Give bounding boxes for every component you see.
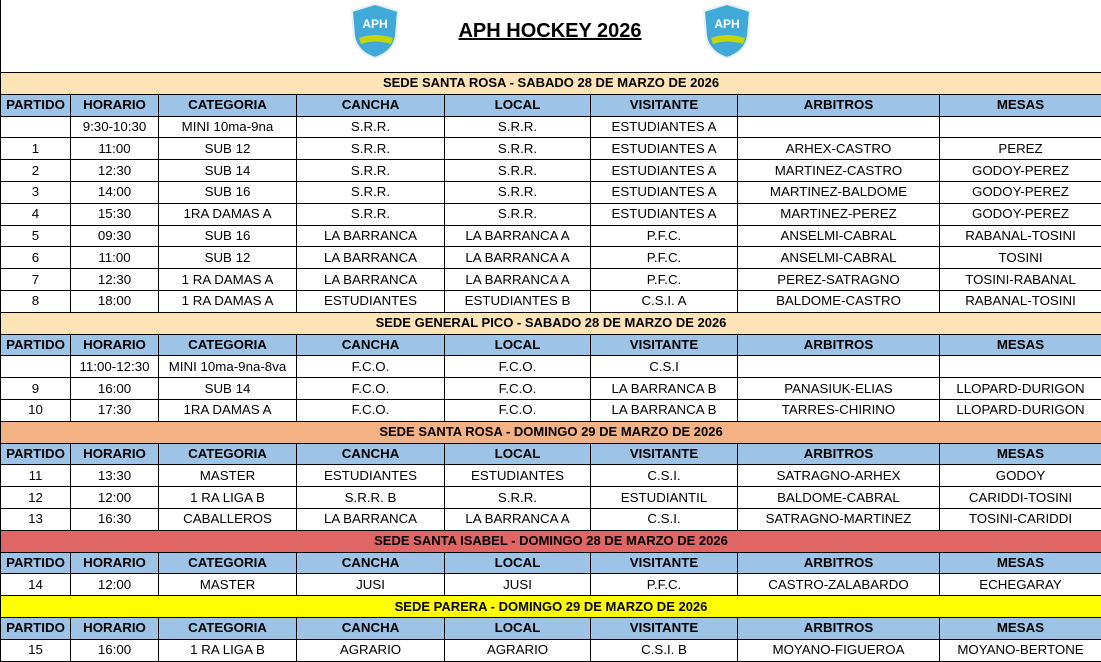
cell-horario: 12:30: [71, 269, 159, 291]
table-row: [1, 487, 1101, 509]
cell-categoria: SUB 14: [159, 160, 297, 182]
cell-partido: [1, 116, 71, 138]
table-row: [1, 160, 1101, 182]
cell-mesas: GODOY-PEREZ: [940, 203, 1101, 225]
cell-visitante: C.S.I.: [591, 465, 738, 487]
cell-categoria: 1 RA DAMAS A: [159, 269, 297, 291]
cell-horario: 16:30: [71, 508, 159, 530]
venue-title: SEDE GENERAL PICO - SABADO 28 DE MARZO DE 2026: [1, 312, 1101, 334]
cell-arbitros: MARTINEZ-BALDOME: [738, 181, 940, 203]
cell-arbitros: MOYANO-FIGUEROA: [738, 639, 940, 661]
cell-cancha: S.R.R. B: [297, 487, 445, 509]
cell-horario: 9:30-10:30: [71, 116, 159, 138]
cell-cancha: S.R.R.: [297, 203, 445, 225]
table-row: [1, 574, 1101, 596]
cell-cancha: S.R.R.: [297, 116, 445, 138]
table-row: [1, 378, 1101, 400]
cell-partido: 5: [1, 225, 71, 247]
cell-horario: 16:00: [71, 378, 159, 400]
column-header-row: [1, 617, 1101, 639]
cell-local: ESTUDIANTES B: [445, 290, 591, 312]
cell-partido: 8: [1, 290, 71, 312]
column-header-visitante: VISITANTE: [591, 334, 738, 356]
column-header-mesas: MESAS: [940, 552, 1101, 574]
cell-arbitros: TARRES-CHIRINO: [738, 399, 940, 421]
column-header-mesas: MESAS: [940, 617, 1101, 639]
cell-local: ESTUDIANTES: [445, 465, 591, 487]
cell-arbitros: BALDOME-CASTRO: [738, 290, 940, 312]
table-row: [1, 181, 1101, 203]
table-row: [1, 399, 1101, 421]
cell-mesas: LLOPARD-DURIGON: [940, 378, 1101, 400]
cell-partido: [1, 356, 71, 378]
aph-shield-logo: [349, 2, 401, 60]
cell-cancha: LA BARRANCA: [297, 247, 445, 269]
cell-mesas: TOSINI-CARIDDI: [940, 508, 1101, 530]
cell-cancha: F.C.O.: [297, 399, 445, 421]
cell-visitante: ESTUDIANTES A: [591, 181, 738, 203]
cell-local: JUSI: [445, 574, 591, 596]
column-header-visitante: VISITANTE: [591, 94, 738, 116]
cell-partido: 13: [1, 508, 71, 530]
cell-cancha: LA BARRANCA: [297, 225, 445, 247]
cell-horario: 16:00: [71, 639, 159, 661]
cell-cancha: AGRARIO: [297, 639, 445, 661]
venue-row: [1, 312, 1101, 334]
cell-horario: 14:00: [71, 181, 159, 203]
cell-arbitros: PEREZ-SATRAGNO: [738, 269, 940, 291]
column-header-mesas: MESAS: [940, 94, 1101, 116]
table-row: [1, 356, 1101, 378]
cell-horario: 12:00: [71, 487, 159, 509]
cell-categoria: SUB 16: [159, 181, 297, 203]
column-header-categoria: CATEGORIA: [159, 334, 297, 356]
cell-categoria: 1 RA DAMAS A: [159, 290, 297, 312]
column-header-cancha: CANCHA: [297, 617, 445, 639]
cell-cancha: S.R.R.: [297, 138, 445, 160]
cell-categoria: 1 RA LIGA B: [159, 639, 297, 661]
column-header-cancha: CANCHA: [297, 334, 445, 356]
column-header-partido: PARTIDO: [1, 552, 71, 574]
cell-categoria: SUB 12: [159, 247, 297, 269]
cell-categoria: MASTER: [159, 465, 297, 487]
column-header-categoria: CATEGORIA: [159, 552, 297, 574]
cell-visitante: ESTUDIANTES A: [591, 116, 738, 138]
column-header-cancha: CANCHA: [297, 552, 445, 574]
cell-horario: 12:30: [71, 160, 159, 182]
venue-title: SEDE SANTA ROSA - SABADO 28 DE MARZO DE 2026: [1, 73, 1101, 95]
column-header-row: [1, 334, 1101, 356]
cell-horario: 11:00-12:30: [71, 356, 159, 378]
cell-visitante: C.S.I. A: [591, 290, 738, 312]
cell-visitante: C.S.I: [591, 356, 738, 378]
cell-categoria: MINI 10ma-9na-8va: [159, 356, 297, 378]
cell-local: F.C.O.: [445, 399, 591, 421]
table-row: [1, 465, 1101, 487]
cell-visitante: C.S.I.: [591, 508, 738, 530]
table-row: [1, 269, 1101, 291]
column-header-local: LOCAL: [445, 443, 591, 465]
cell-cancha: S.R.R.: [297, 160, 445, 182]
cell-categoria: 1RA DAMAS A: [159, 203, 297, 225]
page-title: APH HOCKEY 2026: [458, 20, 642, 42]
cell-visitante: C.S.I. B: [591, 639, 738, 661]
cell-horario: 18:00: [71, 290, 159, 312]
cell-partido: 12: [1, 487, 71, 509]
cell-partido: 14: [1, 574, 71, 596]
column-header-cancha: CANCHA: [297, 443, 445, 465]
table-row: [1, 116, 1101, 138]
column-header-partido: PARTIDO: [1, 617, 71, 639]
column-header-arbitros: ARBITROS: [738, 552, 940, 574]
cell-partido: 15: [1, 639, 71, 661]
cell-cancha: F.C.O.: [297, 378, 445, 400]
column-header-arbitros: ARBITROS: [738, 334, 940, 356]
cell-mesas: GODOY-PEREZ: [940, 160, 1101, 182]
cell-mesas: PEREZ: [940, 138, 1101, 160]
cell-cancha: ESTUDIANTES: [297, 465, 445, 487]
cell-horario: 09:30: [71, 225, 159, 247]
cell-arbitros: PANASIUK-ELIAS: [738, 378, 940, 400]
svg-text:APH: APH: [714, 17, 740, 31]
cell-local: S.R.R.: [445, 181, 591, 203]
cell-visitante: P.F.C.: [591, 269, 738, 291]
cell-visitante: P.F.C.: [591, 247, 738, 269]
cell-visitante: ESTUDIANTIL: [591, 487, 738, 509]
cell-cancha: F.C.O.: [297, 356, 445, 378]
table-row: [1, 508, 1101, 530]
cell-categoria: 1 RA LIGA B: [159, 487, 297, 509]
cell-arbitros: [738, 356, 940, 378]
cell-arbitros: [738, 116, 940, 138]
column-header-partido: PARTIDO: [1, 94, 71, 116]
cell-arbitros: SATRAGNO-ARHEX: [738, 465, 940, 487]
column-header-mesas: MESAS: [940, 334, 1101, 356]
column-header-partido: PARTIDO: [1, 443, 71, 465]
cell-local: LA BARRANCA A: [445, 269, 591, 291]
column-header-row: [1, 443, 1101, 465]
cell-local: S.R.R.: [445, 116, 591, 138]
column-header-row: [1, 94, 1101, 116]
cell-local: S.R.R.: [445, 203, 591, 225]
cell-partido: 6: [1, 247, 71, 269]
cell-visitante: P.F.C.: [591, 574, 738, 596]
cell-mesas: ECHEGARAY: [940, 574, 1101, 596]
cell-arbitros: CASTRO-ZALABARDO: [738, 574, 940, 596]
cell-categoria: CABALLEROS: [159, 508, 297, 530]
venue-row: [1, 73, 1101, 95]
cell-mesas: GODOY: [940, 465, 1101, 487]
cell-horario: 17:30: [71, 399, 159, 421]
cell-partido: 7: [1, 269, 71, 291]
table-row: [1, 225, 1101, 247]
schedule-body: [1, 73, 1101, 662]
venue-row: [1, 530, 1101, 552]
cell-local: F.C.O.: [445, 378, 591, 400]
cell-partido: 1: [1, 138, 71, 160]
cell-arbitros: ANSELMI-CABRAL: [738, 225, 940, 247]
venue-title: SEDE SANTA ISABEL - DOMINGO 28 DE MARZO DE 2026: [1, 530, 1101, 552]
column-header-row: [1, 552, 1101, 574]
cell-mesas: RABANAL-TOSINI: [940, 290, 1101, 312]
cell-arbitros: MARTINEZ-PEREZ: [738, 203, 940, 225]
column-header-horario: HORARIO: [71, 443, 159, 465]
cell-categoria: MASTER: [159, 574, 297, 596]
column-header-arbitros: ARBITROS: [738, 617, 940, 639]
cell-visitante: LA BARRANCA B: [591, 378, 738, 400]
column-header-arbitros: ARBITROS: [738, 94, 940, 116]
column-header-partido: PARTIDO: [1, 334, 71, 356]
table-row: [1, 247, 1101, 269]
column-header-visitante: VISITANTE: [591, 617, 738, 639]
cell-horario: 12:00: [71, 574, 159, 596]
cell-categoria: 1RA DAMAS A: [159, 399, 297, 421]
page-header: [0, 0, 1101, 72]
cell-local: LA BARRANCA A: [445, 247, 591, 269]
cell-cancha: S.R.R.: [297, 181, 445, 203]
cell-local: LA BARRANCA A: [445, 508, 591, 530]
cell-visitante: ESTUDIANTES A: [591, 160, 738, 182]
cell-local: F.C.O.: [445, 356, 591, 378]
venue-title: SEDE PARERA - DOMINGO 29 DE MARZO DE 2026: [1, 596, 1101, 618]
column-header-arbitros: ARBITROS: [738, 443, 940, 465]
cell-local: S.R.R.: [445, 138, 591, 160]
venue-row: [1, 421, 1101, 443]
column-header-categoria: CATEGORIA: [159, 617, 297, 639]
cell-local: S.R.R.: [445, 160, 591, 182]
table-row: [1, 203, 1101, 225]
cell-local: S.R.R.: [445, 487, 591, 509]
cell-horario: 13:30: [71, 465, 159, 487]
column-header-categoria: CATEGORIA: [159, 443, 297, 465]
cell-arbitros: ANSELMI-CABRAL: [738, 247, 940, 269]
table-row: [1, 290, 1101, 312]
cell-local: AGRARIO: [445, 639, 591, 661]
cell-visitante: P.F.C.: [591, 225, 738, 247]
cell-mesas: [940, 356, 1101, 378]
column-header-local: LOCAL: [445, 552, 591, 574]
table-row: [1, 639, 1101, 661]
cell-categoria: SUB 14: [159, 378, 297, 400]
cell-mesas: MOYANO-BERTONE: [940, 639, 1101, 661]
column-header-horario: HORARIO: [71, 94, 159, 116]
schedule-table: [0, 72, 1101, 662]
cell-visitante: LA BARRANCA B: [591, 399, 738, 421]
cell-arbitros: SATRAGNO-MARTINEZ: [738, 508, 940, 530]
cell-arbitros: BALDOME-CABRAL: [738, 487, 940, 509]
cell-categoria: MINI 10ma-9na: [159, 116, 297, 138]
cell-cancha: ESTUDIANTES: [297, 290, 445, 312]
cell-arbitros: ARHEX-CASTRO: [738, 138, 940, 160]
cell-visitante: ESTUDIANTES A: [591, 203, 738, 225]
column-header-mesas: MESAS: [940, 443, 1101, 465]
column-header-horario: HORARIO: [71, 617, 159, 639]
cell-local: LA BARRANCA A: [445, 225, 591, 247]
column-header-local: LOCAL: [445, 617, 591, 639]
cell-cancha: JUSI: [297, 574, 445, 596]
column-header-local: LOCAL: [445, 334, 591, 356]
column-header-horario: HORARIO: [71, 334, 159, 356]
cell-categoria: SUB 12: [159, 138, 297, 160]
venue-row: [1, 596, 1101, 618]
cell-horario: 11:00: [71, 138, 159, 160]
column-header-categoria: CATEGORIA: [159, 94, 297, 116]
cell-mesas: LLOPARD-DURIGON: [940, 399, 1101, 421]
cell-horario: 11:00: [71, 247, 159, 269]
cell-mesas: TOSINI-RABANAL: [940, 269, 1101, 291]
venue-title: SEDE SANTA ROSA - DOMINGO 29 DE MARZO DE 2026: [1, 421, 1101, 443]
cell-arbitros: MARTINEZ-CASTRO: [738, 160, 940, 182]
column-header-horario: HORARIO: [71, 552, 159, 574]
aph-shield-logo: [701, 2, 753, 60]
cell-partido: 11: [1, 465, 71, 487]
cell-cancha: LA BARRANCA: [297, 269, 445, 291]
cell-horario: 15:30: [71, 203, 159, 225]
cell-partido: 4: [1, 203, 71, 225]
cell-partido: 10: [1, 399, 71, 421]
cell-mesas: [940, 116, 1101, 138]
svg-text:APH: APH: [362, 17, 388, 31]
cell-partido: 9: [1, 378, 71, 400]
cell-categoria: SUB 16: [159, 225, 297, 247]
column-header-visitante: VISITANTE: [591, 552, 738, 574]
cell-partido: 3: [1, 181, 71, 203]
cell-mesas: GODOY-PEREZ: [940, 181, 1101, 203]
cell-mesas: RABANAL-TOSINI: [940, 225, 1101, 247]
column-header-visitante: VISITANTE: [591, 443, 738, 465]
left-border: [0, 0, 1, 72]
cell-mesas: TOSINI: [940, 247, 1101, 269]
cell-visitante: ESTUDIANTES A: [591, 138, 738, 160]
table-row: [1, 138, 1101, 160]
cell-mesas: CARIDDI-TOSINI: [940, 487, 1101, 509]
cell-partido: 2: [1, 160, 71, 182]
column-header-local: LOCAL: [445, 94, 591, 116]
column-header-cancha: CANCHA: [297, 94, 445, 116]
cell-cancha: LA BARRANCA: [297, 508, 445, 530]
